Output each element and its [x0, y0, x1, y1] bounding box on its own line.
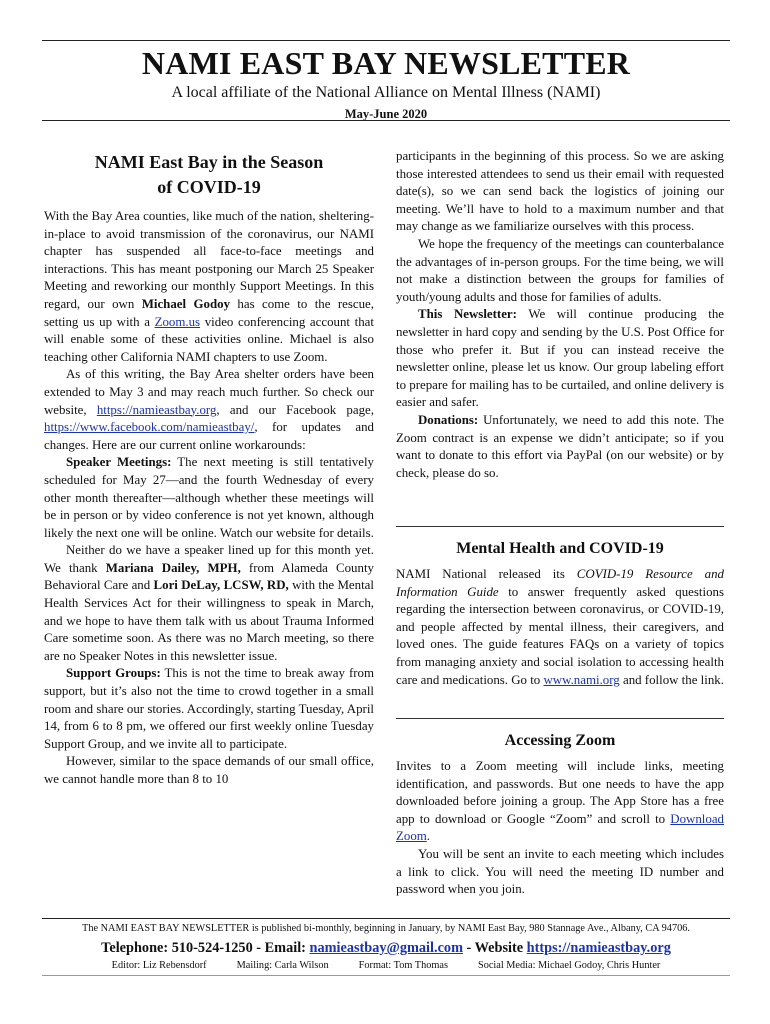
facebook-link[interactable]: https://www.facebook.com/namieastbay/	[44, 420, 255, 435]
contact-line: Telephone: 510-524-1250 - Email: namieastbay@gmail.com - Website https://namieastbay.org	[101, 940, 671, 956]
masthead-rule	[42, 120, 730, 121]
mental-health-section	[396, 538, 724, 689]
email-link[interactable]: namieastbay@gmail.com	[309, 940, 463, 956]
article-covid-season-title: NAMI East Bay in the Season of COVID-19	[94, 152, 324, 197]
publication-note: The NAMI EAST BAY NEWSLETTER is published bi-monthly, beginning in January, by NAMI East Bay, 980 Stannage Ave., Albany, CA 94706.	[82, 923, 690, 934]
paragraph: Donations: Unfortunately, we need to add this note. The Zoom contract is an expense we didn’t anticipate; so if you want to donate to this effort via PayPal (on our website) or by check, please do so.	[396, 412, 724, 480]
accessing-zoom-title: Accessing Zoom	[504, 732, 616, 749]
paragraph: This Newsletter: We will continue producing the newsletter in hard copy and sending by the U.S. Post Office for those who prefer it. But if you can instead receive the newsletter online, please let us know. Our group labeling effort to prepare for mailing has to be curtailed, and online delivery is easier and safer.	[396, 307, 724, 410]
footer-rule	[42, 918, 730, 919]
download-zoom-link[interactable]: Download Zoom	[396, 811, 724, 844]
section-divider-1	[396, 526, 724, 527]
newsletter-title: NAMI EAST BAY NEWSLETTER	[141, 45, 631, 81]
zoom-link[interactable]: Zoom.us	[154, 314, 201, 329]
accessing-zoom-section	[396, 730, 724, 899]
mailing-credit: Mailing: Carla Wilson	[236, 960, 329, 971]
format-credit: Format: Tom Thomas	[358, 960, 448, 971]
issue-date: May-June 2020	[344, 107, 428, 121]
masthead	[42, 44, 730, 122]
website-footer-link[interactable]: https://namieastbay.org	[526, 940, 671, 956]
nami-link[interactable]: www.nami.org	[543, 672, 620, 687]
editor-credit: Editor: Liz Rebensdorf	[111, 960, 207, 971]
footer	[42, 922, 730, 973]
paragraph: Speaker Meetings: The next meeting is still tentatively scheduled for May 27—and the fourth Wednesday of every other month thereafter—although whether these meetings will be in person or by video conference is not yet known, although likely the next one will be online. Watch our website for details.	[44, 455, 375, 540]
paragraph: You will be sent an invite to each meeting which includes a link to click. You will need the meeting ID number and password when you join.	[396, 846, 724, 897]
top-rule	[42, 40, 730, 41]
left-column	[44, 150, 374, 789]
newsletter-subtitle: A local affiliate of the National Alliance on Mental Illness (NAMI)	[171, 84, 601, 101]
paragraph: NAMI National released its COVID-19 Resource and Information Guide to answer frequently asked questions regarding the intersection between coronavirus, or COVID-19, and people affected by mental illness, their caregivers, and loved ones. The guide features FAQs on a variety of topics from managing anxiety and social isolation to accessing health care and medications. Go to www.nami.org and follow the link.	[396, 567, 724, 687]
section-divider-2	[396, 718, 724, 719]
paragraph: participants in the beginning of this process. So we are asking those interested attendees to send us their email with requested date(s), so we can send back the logistics of joining our meeting. We’ll have to hold to a maximum number and that may change as we familiarize ourselves with this process.	[396, 149, 724, 234]
website-link[interactable]: https://namieastbay.org	[96, 402, 217, 417]
paragraph: However, similar to the space demands of our small office, we cannot handle more than 8 to 10	[44, 754, 374, 786]
paragraph: Support Groups: This is not the time to break away from support, but it’s also not the time to crowd together in a small room and share our stories. Accordingly, starting Tuesday, April 14, from 6 to 8 pm, we offered our first weekly online Tuesday Support Group, and we invite all to participate.	[44, 666, 375, 751]
paragraph: As of this writing, the Bay Area shelter orders have been extended to May 3 and may reach much further. So check our website, https://namieastbay.org, and our Facebook page, https://www.facebook.com/namieastbay/, for updates and changes. Here are our current online workarounds:	[44, 367, 374, 452]
footer-bottom-rule	[42, 975, 730, 976]
social-credit: Social Media: Michael Godoy, Chris Hunter	[477, 960, 661, 971]
mental-health-title: Mental Health and COVID-19	[456, 540, 664, 557]
paragraph: Neither do we have a speaker lined up for this month yet. We thank Mariana Dailey, MPH, from Alameda County Behavioral Care and Lori DeLay, LCSW, RD, with the Mental Health Services Act for their willingness to speak in March, and we hope to have them talk with us about Trauma Informed Care sometime soon. As there was no March meeting, so there are no Speaker Notes in this newsletter issue.	[44, 543, 374, 663]
paragraph: We hope the frequency of the meetings can counterbalance the advantages of in-person groups. For the time being, we will not make a distinction between the groups for families of youth/young adults and those for families of adults.	[396, 236, 724, 304]
credits	[42, 959, 730, 973]
right-column	[396, 148, 724, 482]
paragraph: Invites to a Zoom meeting will include links, meeting identification, and passwords. But one needs to have the app downloaded before joining a group. The App Store has a free app to download or Google “Zoom” and scroll to Download Zoom.	[396, 759, 724, 844]
paragraph: With the Bay Area counties, like much of the nation, sheltering-in-place to avoid transmission of the coronavirus, our NAMI chapter has suspended all face-to-face meetings and interactions. This has meant postponing our March 25 Speaker Meeting and reworking our monthly Support Meetings. In this regard, our own Michael Godoy has come to the rescue, setting us up with a Zoom.us video conferencing account that will enable some of these activities online. Michael is also teaching other California NAMI chapters to use Zoom.	[44, 209, 374, 364]
